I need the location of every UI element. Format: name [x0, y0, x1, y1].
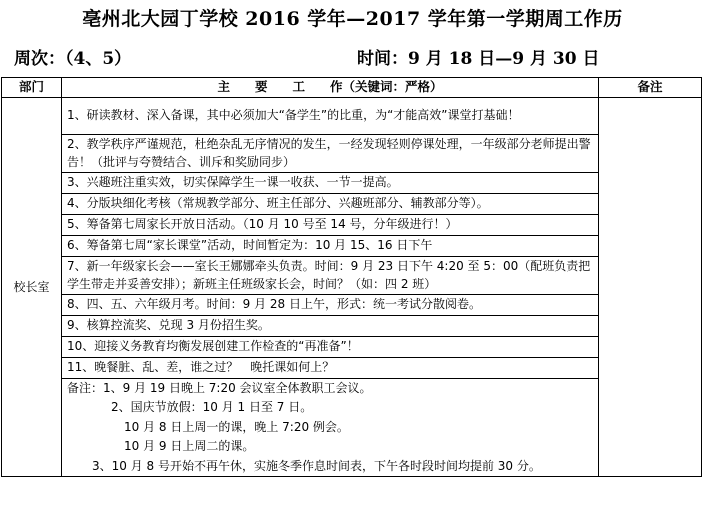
table-row [2, 256, 702, 294]
work-item-11: 11、晚餐脏、乱、差，谁之过？ 晚托课如何上？ [62, 357, 599, 378]
table-row [2, 294, 702, 315]
work-item-1: 1、研读教材、深入备课，其中必须加大“备学生”的比重，为“才能高效”课堂打基础！ [62, 97, 599, 134]
work-item-9: 9、核算控流奖、兑现 3 月份招生奖。 [62, 315, 599, 336]
table-row [2, 357, 702, 378]
period-label: 时间：9 月 18 日—9 月 30 日 [357, 49, 600, 69]
table-row [2, 378, 702, 477]
work-item-3: 3、兴趣班注重实效，切实保障学生一课一收获、一节一提高。 [62, 172, 599, 193]
notes-cell [62, 378, 599, 477]
note-line-3: 10 月 8 日上周一的课，晚上 7:20 例会。 [124, 419, 349, 434]
header-remarks: 备注 [599, 78, 702, 98]
work-schedule-table [1, 77, 702, 477]
work-item-8: 8、四、五、六年级月考。时间：9 月 28 日上午，形式：统一考试分散阅卷。 [62, 294, 599, 315]
work-item-6: 6、筹备第七周“家长课堂”活动，时间暂定为：10 月 15、16 日下午 [62, 235, 599, 256]
document-title: 亳州北大园丁学校 2016 学年—2017 学年第一学期周工作历 [82, 8, 623, 30]
table-row [2, 134, 702, 172]
header-main-work: 主 要 工 作（关键词：严格） [62, 78, 599, 98]
table-row [2, 97, 702, 134]
table-row [2, 336, 702, 357]
remarks-cell [599, 97, 702, 477]
table-row [2, 315, 702, 336]
work-item-7: 7、新一年级家长会——室长王娜娜牵头负责。时间：9 月 23 日下午 4:20 至 5：00（配班负责把学生带走并妥善安排）；新班主任班级家长会，时间？（如：四 2 班） [62, 256, 599, 294]
note-line-5: 3、10 月 8 号开始不再午休，实施冬季作息时间表，下午各时段时间均提前 30 分。 [92, 458, 541, 473]
table-row [2, 235, 702, 256]
department-cell: 校长室 [2, 97, 62, 477]
table-row [2, 193, 702, 214]
work-item-5: 5、筹备第七周家长开放日活动。（10 月 10 号至 14 号，分年级进行！） [62, 214, 599, 235]
table-row [2, 214, 702, 235]
table-header-row [2, 78, 702, 98]
header-department: 部门 [2, 78, 62, 98]
table-row [2, 172, 702, 193]
week-label: 周次：（4、5） [14, 49, 132, 69]
note-line-1: 备注：1、9 月 19 日晚上 7:20 会议室全体教职工会议。 [67, 380, 372, 395]
work-item-10: 10、迎接义务教育均衡发展创建工作检查的“再准备”！ [62, 336, 599, 357]
work-item-4: 4、分版块细化考核（常规教学部分、班主任部分、兴趣班部分、辅教部分等）。 [62, 193, 599, 214]
note-line-2: 2、国庆节放假：10 月 1 日至 7 日。 [111, 400, 313, 415]
note-line-4: 10 月 9 日上周二的课。 [124, 439, 255, 454]
work-item-2: 2、教学秩序严谨规范，杜绝杂乱无序情况的发生，一经发现轻则停课处理，一年级部分老师提出警告！（批评与夸赞结合、训斥和奖励同步） [62, 134, 599, 172]
